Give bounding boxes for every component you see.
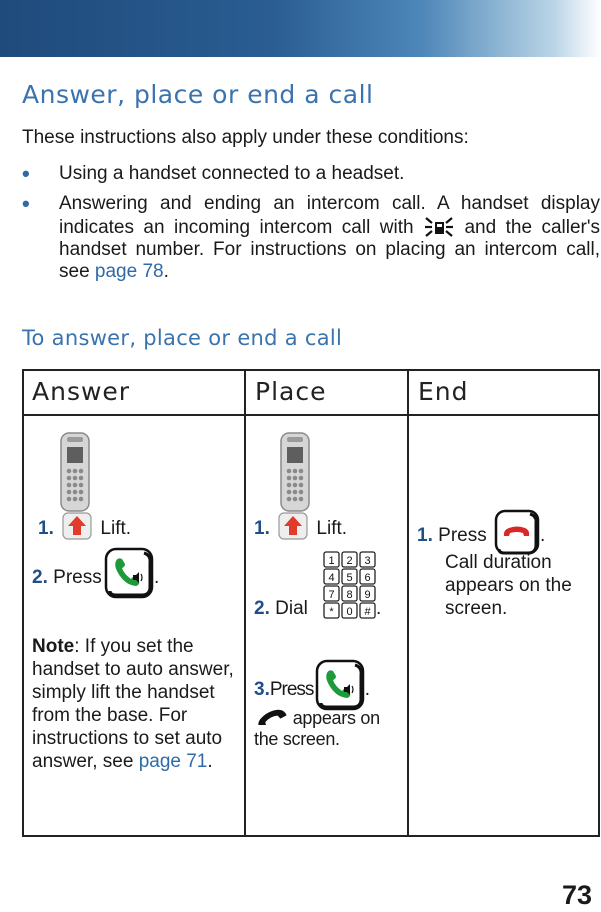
keypad-key: 3	[364, 555, 371, 567]
header-band	[0, 0, 601, 57]
place-screen-text: appears on the screen.	[254, 708, 404, 750]
speakerphone-button-icon	[104, 547, 154, 599]
speakerphone-button-icon	[315, 659, 365, 711]
answer-step-1: 1. Lift.	[38, 512, 131, 540]
keypad-key: 8	[346, 589, 353, 601]
header-answer: Answer	[32, 377, 131, 406]
keypad-key: 0	[346, 606, 353, 618]
answer-note: Note: If you set the handset to auto answer, simply lift the handset from the base. For instructions to set auto answer, see page 71.	[32, 636, 234, 772]
phone-handset-icon	[254, 709, 288, 725]
page-78-link[interactable]: page 78	[94, 261, 164, 282]
header-divider	[24, 414, 598, 416]
keypad-key: *	[329, 606, 334, 618]
bullet-icon: •	[22, 191, 30, 216]
page-71-link[interactable]: page 71	[138, 751, 208, 772]
lift-arrow-icon	[278, 512, 308, 540]
list-item: • Using a handset connected to a headset.	[22, 161, 405, 186]
place-step-2: 2. Dial	[254, 598, 308, 619]
end-duration-text: Call duration appears on the screen.	[445, 552, 572, 619]
keypad-key: #	[364, 606, 371, 618]
column-divider	[244, 371, 246, 835]
lift-arrow-icon	[62, 512, 92, 540]
end-call-button-icon	[494, 509, 540, 555]
page-title: Answer, place or end a call	[22, 80, 374, 109]
place-step-2-period: .	[376, 598, 382, 619]
header-end: End	[418, 377, 469, 406]
place-step-3: 3.Press .	[254, 659, 370, 711]
conditions-list	[22, 163, 600, 291]
end-step-1: 1. Press .	[417, 509, 545, 555]
handset-icon	[278, 431, 312, 513]
column-divider	[407, 371, 409, 835]
answer-step-2: 2. Press .	[32, 547, 159, 599]
section-heading: To answer, place or end a call	[22, 326, 343, 350]
page-number: 73	[562, 880, 593, 910]
intercom-icon	[423, 215, 455, 239]
place-step-1: 1. Lift.	[254, 512, 347, 540]
keypad-key: 5	[346, 572, 353, 584]
keypad-key: 4	[328, 572, 335, 584]
list-item: • Answering and ending an intercom call. A handset display indicates an incoming intercom call with and the caller's handset number. For instructions on placing an intercom call, see page 78.	[22, 191, 601, 282]
keypad-icon	[323, 551, 377, 621]
call-table	[22, 369, 600, 837]
header-place: Place	[255, 377, 327, 406]
keypad-key: 2	[346, 555, 353, 567]
handset-icon	[58, 431, 92, 513]
bullet-icon: •	[22, 161, 30, 186]
keypad-key: 1	[328, 555, 335, 567]
keypad-key: 9	[364, 589, 371, 601]
keypad-key: 6	[364, 572, 371, 584]
keypad-key: 7	[328, 589, 335, 601]
intro-text: These instructions also apply under these conditions:	[22, 127, 469, 148]
